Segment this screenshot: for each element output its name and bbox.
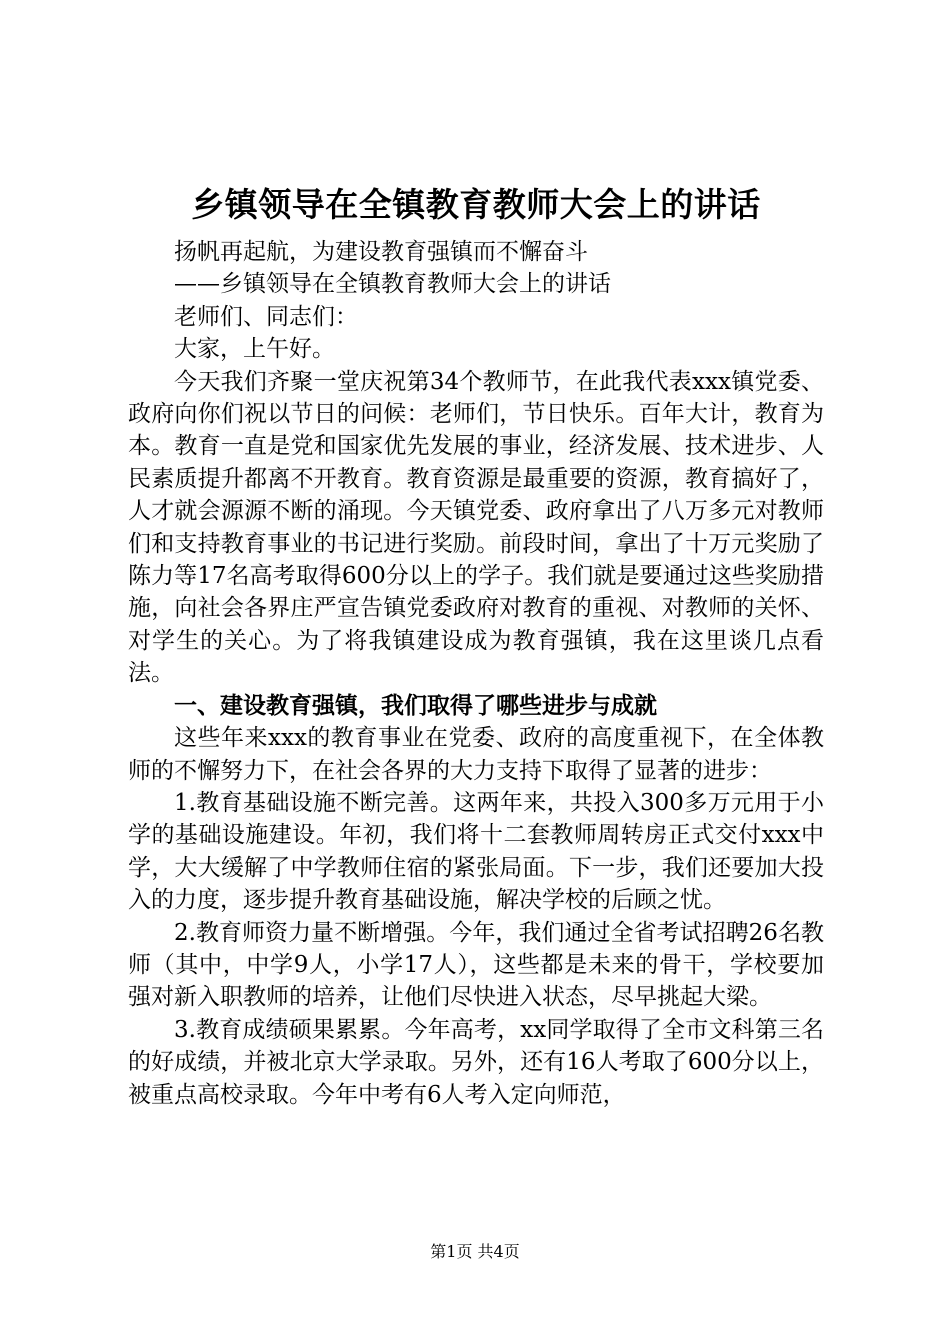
body-paragraph: 今天我们齐聚一堂庆祝第34个教师节，在此我代表xxx镇党委、政府向你们祝以节日的问候：老师们，节日快乐。百年大计，教育为本。教育一直是党和国家优先发展的事业，经济发展、技术进步、人民素质提升都离不开教育。教育资源是最重要的资源，教育搞好了，人才就会源源不断的涌现。今天镇党委、政府拿出了八万多元对教师们和支持教育事业的书记进行奖励。前段时间，拿出了十万元奖励了陈力等17名高考取得600分以上的学子。我们就是要通过这些奖励措施，向社会各界庄严宣告镇党委政府对教育的重视、对教师的关怀、对学生的关心。为了将我镇建设成为教育强镇，我在这里谈几点看法。 xyxy=(128,368,824,687)
document-title: 乡镇领导在全镇教育教师大会上的讲话 xyxy=(191,185,761,224)
page-number-footer: 第1页 共4页 xyxy=(430,1242,520,1261)
section-heading: 一、建设教育强镇，我们取得了哪些进步与成就 xyxy=(174,692,657,719)
greeting: 大家，上午好。 xyxy=(174,336,335,363)
list-item-paragraph: 1.教育基础设施不断完善。这两年来，共投入300多万元用于小学的基础设施建设。年初，我们将十二套教师周转房正式交付xxx中学，大大缓解了中学教师住宿的紧张局面。下一步，我们还要加大投入的力度，逐步提升教育基础设施，解决学校的后顾之忧。 xyxy=(128,789,824,914)
speech-headline: 扬帆再起航，为建设教育强镇而不懈奋斗 xyxy=(174,239,588,265)
document-body xyxy=(128,184,824,1111)
salutation: 老师们、同志们： xyxy=(174,303,358,330)
body-paragraph: 这些年来xxx的教育事业在党委、政府的高度重视下，在全体教师的不懈努力下，在社会各界的大力支持下取得了显著的进步： xyxy=(128,725,824,784)
list-item-paragraph: 3.教育成绩硕果累累。今年高考，xx同学取得了全市文科第三名的好成绩，并被北京大学录取。另外，还有16人考取了600分以上，被重点高校录取。今年中考有6人考入定向师范， xyxy=(128,1016,824,1108)
list-item-paragraph: 2.教育师资力量不断增强。今年，我们通过全省考试招聘26名教师（其中，中学9人，小学17人），这些都是未来的骨干，学校要加强对新入职教师的培养，让他们尽快进入状态，尽早挑起大梁。 xyxy=(128,919,824,1011)
speech-subtitle: ——乡镇领导在全镇教育教师大会上的讲话 xyxy=(174,271,611,298)
